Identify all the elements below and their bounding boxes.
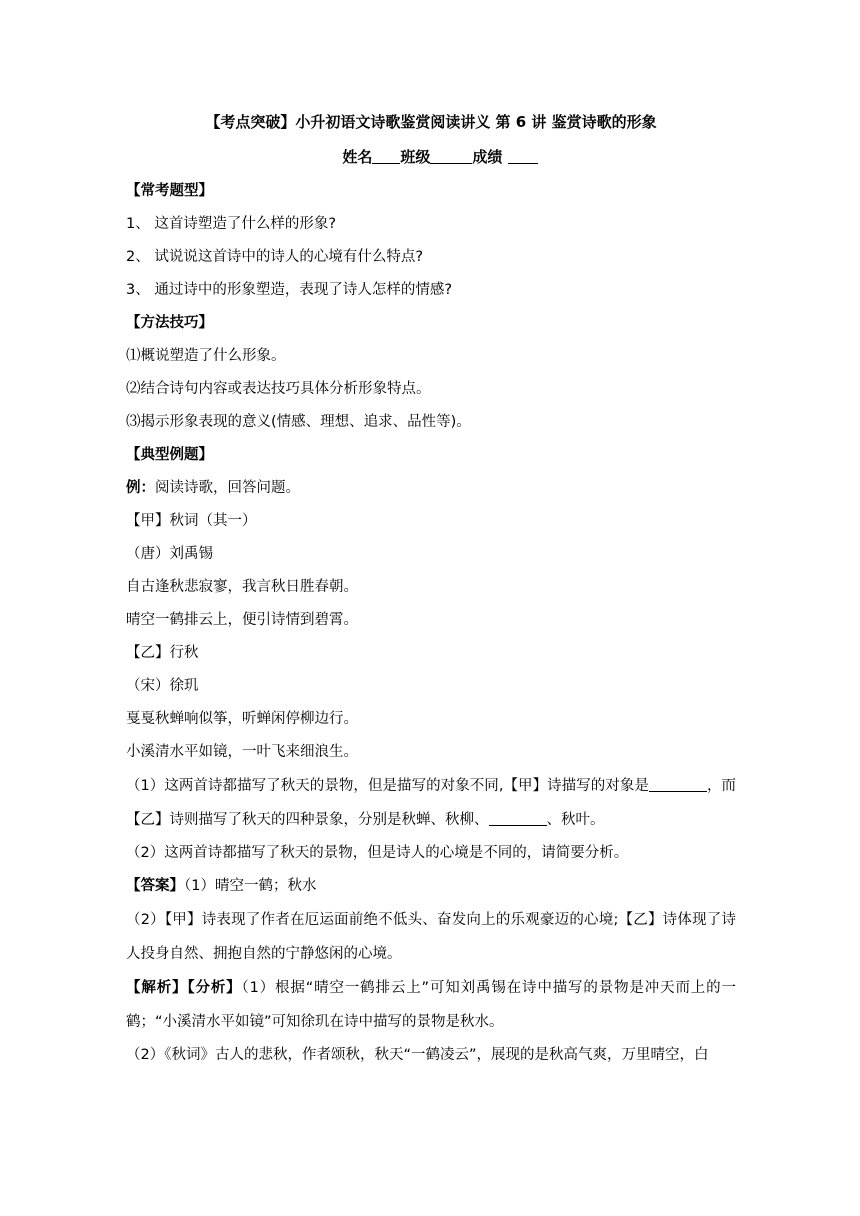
analysis-1 [126, 971, 736, 1039]
poem2-title: 【乙】行秋 [126, 645, 199, 661]
question-1-text-c: 、秋叶。 [546, 812, 605, 828]
list-item: ⑵结合诗句内容或表达技巧具体分析形象特点。 [126, 381, 431, 397]
list-item: 3、 通过诗中的形象塑造，表现了诗人怎样的情感? [126, 282, 453, 298]
answer-blank-1[interactable] [649, 775, 707, 792]
list-item: 1、 这首诗塑造了什么样的形象? [126, 216, 337, 232]
answer-blank-2[interactable] [489, 809, 547, 826]
section-heading-methods: 【方法技巧】 [126, 315, 213, 331]
poem2-line: 小溪清水平如镜，一叶飞来细浪生。 [126, 744, 358, 760]
answer-line-1 [126, 870, 736, 903]
analysis-1-text: （1）根据“晴空一鹤排云上”可知刘禹锡在诗中描写的景物是冲天而上的一鹤；“小溪清水平如镜”可知徐玑在诗中描写的景物是秋水。 [126, 980, 736, 1030]
answer-2: （2）【甲】诗表现了作者在厄运面前绝不低头、奋发向上的乐观豪迈的心境;【乙】诗体现了诗人投身自然、拥抱自然的宁静悠闲的心境。 [126, 912, 736, 962]
poem2-line: 戛戛秋蝉响似筝，听蝉闲停柳边行。 [126, 711, 358, 727]
poem1-line: 自古逢秋悲寂寥，我言秋日胜春朝。 [126, 579, 358, 595]
section-heading-examples: 【典型例题】 [126, 447, 213, 463]
class-label: 班级 [400, 148, 431, 166]
class-blank[interactable] [430, 147, 472, 164]
example-intro [126, 472, 736, 505]
list-item: 2、 试说说这首诗中的诗人的心境有什么特点? [126, 249, 424, 265]
name-blank[interactable] [372, 147, 400, 164]
poem1-author: （唐）刘禹锡 [126, 546, 213, 562]
list-item: ⑶揭示形象表现的意义(情感、理想、追求、品性等)。 [126, 414, 471, 430]
poem2-author: （宋）徐玑 [126, 678, 199, 694]
score-blank[interactable] [508, 147, 538, 164]
example-intro-text: 阅读诗歌，回答问题。 [155, 480, 300, 496]
name-label: 姓名 [342, 148, 373, 166]
analysis-label: 【解析】【分析】 [126, 980, 242, 996]
analysis-2: （2）《秋词》古人的悲秋，作者颂秋，秋天“一鹤凌云”，展现的是秋高气爽，万里晴空，白 [126, 1047, 709, 1063]
student-info-line [126, 145, 736, 169]
question-1-text-b: ，而【乙】诗则描写了秋天的四种景象，分别是秋蝉、秋柳、 [126, 778, 736, 828]
answer-label: 【答案】 [126, 878, 184, 894]
section-heading-common-types: 【常考题型】 [126, 183, 213, 199]
document-content [126, 110, 736, 1072]
answer-1-text: （1）晴空一鹤；秋水 [184, 878, 317, 894]
question-1-text-a: （1）这两首诗都描写了秋天的景物，但是描写的对象不同,【甲】诗描写的对象是 [126, 778, 649, 794]
question-2: （2）这两首诗都描写了秋天的景物，但是诗人的心境是不同的，请简要分析。 [126, 845, 629, 861]
poem1-title: 【甲】秋词（其一） [126, 513, 257, 529]
poem1-line: 晴空一鹤排云上，便引诗情到碧霄。 [126, 612, 358, 628]
example-label: 例： [126, 480, 155, 496]
question-1 [126, 769, 736, 837]
score-label: 成绩 [472, 148, 503, 166]
list-item: ⑴概说塑造了什么形象。 [126, 348, 286, 364]
document-title: 【考点突破】小升初语文诗歌鉴赏阅读讲义 第 6 讲 鉴赏诗歌的形象 [205, 113, 657, 131]
